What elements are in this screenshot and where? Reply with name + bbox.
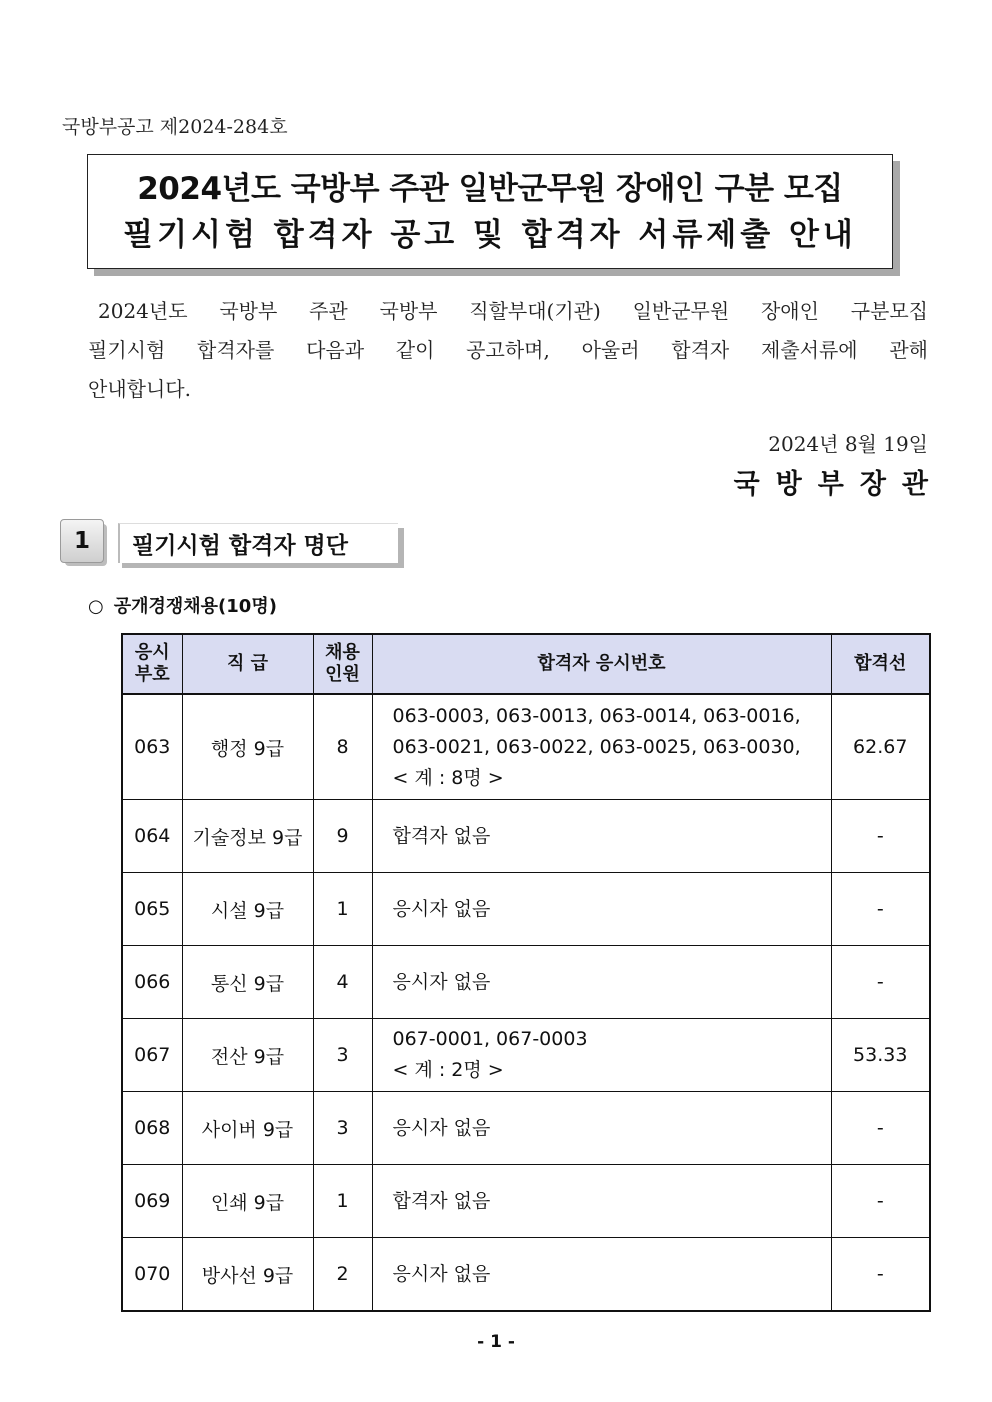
circle-bullet-icon: ○ — [88, 596, 104, 617]
cell-cutoff: - — [831, 800, 930, 873]
subsection-label: 공개경쟁채용(10명) — [113, 596, 277, 617]
cell-grade: 시설 9급 — [182, 873, 313, 946]
cell-code: 067 — [122, 1019, 182, 1092]
cell-code: 063 — [122, 694, 182, 800]
cell-count: 3 — [313, 1019, 372, 1092]
title-box — [87, 154, 893, 269]
page-number: - 1 - — [477, 1332, 515, 1352]
header-code: 응시 부호 — [122, 634, 182, 694]
intro-line-3: 안내합니다. — [88, 377, 191, 401]
subsection-heading — [88, 592, 277, 618]
cell-code: 070 — [122, 1238, 182, 1312]
notice-number: 국방부공고 제2024-284호 — [62, 116, 288, 138]
title-frame — [87, 154, 893, 269]
cell-count: 4 — [313, 946, 372, 1019]
table-row — [122, 1019, 930, 1092]
minister-signature: 국방부장관 — [733, 469, 944, 500]
cell-numbers: 합격자 없음 — [372, 800, 831, 873]
table-row — [122, 946, 930, 1019]
cell-cutoff: - — [831, 946, 930, 1019]
cell-grade: 사이버 9급 — [182, 1092, 313, 1165]
cell-numbers: 합격자 없음 — [372, 1165, 831, 1238]
table-row — [122, 873, 930, 946]
section-heading: 필기시험 합격자 명단 — [118, 523, 398, 563]
table-row — [122, 1092, 930, 1165]
cell-count: 8 — [313, 694, 372, 800]
table-row — [122, 1165, 930, 1238]
results-table — [121, 633, 931, 1312]
header-count: 채용 인원 — [313, 634, 372, 694]
cell-count: 9 — [313, 800, 372, 873]
cell-cutoff: - — [831, 873, 930, 946]
cell-grade: 통신 9급 — [182, 946, 313, 1019]
cell-numbers: 응시자 없음 — [372, 1092, 831, 1165]
cell-cutoff: - — [831, 1092, 930, 1165]
cell-code: 069 — [122, 1165, 182, 1238]
table-row — [122, 694, 930, 800]
cell-grade: 전산 9급 — [182, 1019, 313, 1092]
table-row — [122, 800, 930, 873]
cell-numbers: 응시자 없음 — [372, 873, 831, 946]
intro-paragraph — [88, 292, 928, 409]
cell-code: 065 — [122, 873, 182, 946]
cell-code: 064 — [122, 800, 182, 873]
cell-count: 2 — [313, 1238, 372, 1312]
header-numbers: 합격자 응시번호 — [372, 634, 831, 694]
cell-count: 1 — [313, 1165, 372, 1238]
cell-count: 3 — [313, 1092, 372, 1165]
section-number: 1 — [60, 519, 104, 563]
cell-cutoff: - — [831, 1238, 930, 1312]
cell-numbers: 063-0003, 063-0013, 063-0014, 063-0016, 063-0021, 063-0022, 063-0025, 063-0030, < 계 : 8명 > — [372, 694, 831, 800]
intro-line-1: 2024년도 국방부 주관 국방부 직할부대(기관) 일반군무원 장애인 구분모집 — [98, 299, 928, 323]
cell-grade: 행정 9급 — [182, 694, 313, 800]
header-cutoff: 합격선 — [831, 634, 930, 694]
cell-grade: 기술정보 9급 — [182, 800, 313, 873]
cell-cutoff: - — [831, 1165, 930, 1238]
intro-line-2: 필기시험 합격자를 다음과 같이 공고하며, 아울러 합격자 제출서류에 관해 — [88, 338, 928, 362]
cell-numbers: 응시자 없음 — [372, 946, 831, 1019]
cell-code: 066 — [122, 946, 182, 1019]
cell-grade: 인쇄 9급 — [182, 1165, 313, 1238]
title-line-2: 필기시험 합격자 공고 및 합격자 서류제출 안내 — [123, 216, 857, 253]
table-row — [122, 1238, 930, 1312]
cell-grade: 방사선 9급 — [182, 1238, 313, 1312]
announcement-date: 2024년 8월 19일 — [768, 432, 928, 456]
cell-count: 1 — [313, 873, 372, 946]
cell-numbers: 067-0001, 067-0003 < 계 : 2명 > — [372, 1019, 831, 1092]
title-line-1: 2024년도 국방부 주관 일반군무원 장애인 구분 모집 — [137, 170, 843, 207]
cell-cutoff: 53.33 — [831, 1019, 930, 1092]
cell-cutoff: 62.67 — [831, 694, 930, 800]
table-header-row — [122, 634, 930, 694]
header-grade: 직 급 — [182, 634, 313, 694]
cell-code: 068 — [122, 1092, 182, 1165]
cell-numbers: 응시자 없음 — [372, 1238, 831, 1312]
